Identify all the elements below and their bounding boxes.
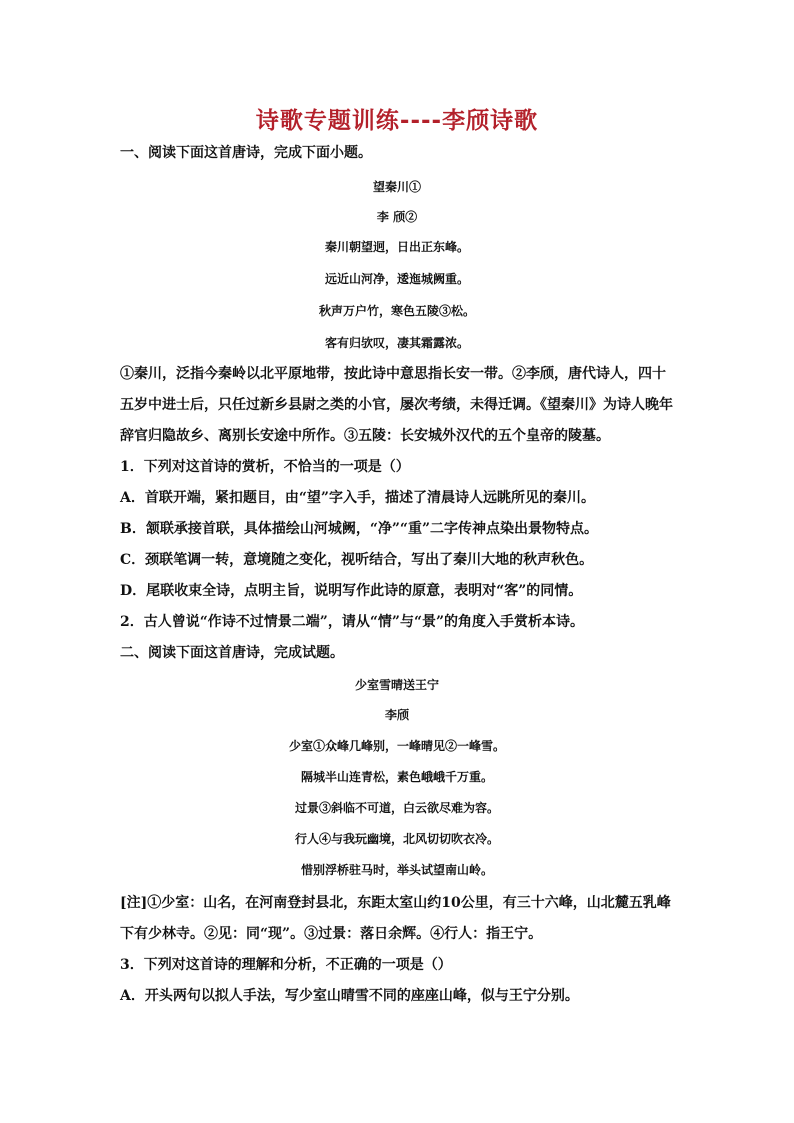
poem2-line: 过景③斜临不可道，白云欲尽难为容。 (294, 801, 499, 815)
poem2-line: 行人④与我玩幽境，北风切切吹衣冷。 (294, 832, 499, 846)
poem1-line: 客有归欤叹，凄其霜露浓。 (324, 336, 469, 350)
section2-heading: 二、阅读下面这首唐诗，完成试题。 (120, 645, 344, 661)
poem2-note: 下有少林寺。②见：同“现”。③过景：落日余辉。④行人：指王宁。 (120, 926, 543, 942)
q1-option-a: A．首联开端，紧扣题目，由“望”字入手，描述了清晨诗人远眺所见的秦川。 (120, 490, 595, 506)
q1-option-c: C．颈联笔调一转，意境随之变化，视听结合，写出了秦川大地的秋声秋色。 (120, 552, 594, 568)
poem1-note: 辞官归隐故乡、离别长安途中所作。③五陵：长安城外汉代的五个皇帝的陵墓。 (120, 428, 610, 444)
q3-option-a: A．开头两句以拟人手法，写少室山晴雪不同的座座山峰，似与王宁分别。 (120, 988, 579, 1004)
poem1-author: 李 颀② (376, 210, 418, 224)
section1-heading: 一、阅读下面这首唐诗，完成下面小题。 (120, 145, 372, 161)
poem2-line: 隔城半山连青松，素色峨峨千万重。 (300, 770, 493, 784)
poem1-line: 秋声万户竹，寒色五陵③松。 (318, 304, 475, 318)
poem1-note: 五岁中进士后，只任过新乡县尉之类的小官，屡次考绩，未得迁调。《望秦川》为诗人晚年 (120, 397, 673, 413)
q1-option-b: B．颔联承接首联，具体描绘山河城阙，“净”“重”二字传神点染出景物特点。 (120, 521, 599, 537)
poem2-line: 少室①众峰几峰别，一峰晴见②一峰雪。 (288, 739, 505, 753)
q1-option-d: D．尾联收束全诗，点明主旨，说明写作此诗的原意，表明对“客”的同情。 (120, 583, 583, 599)
question-1: 1．下列对这首诗的赏析，不恰当的一项是（） (120, 459, 410, 475)
poem2-author: 李颀 (384, 708, 409, 722)
poem1-title: 望秦川① (372, 180, 421, 194)
poem1-line: 秦川朝望迥，日出正东峰。 (324, 240, 469, 254)
poem1-note: ①秦川，泛指今秦岭以北平原地带，按此诗中意思指长安一带。②李颀，唐代诗人，四十 (120, 366, 666, 382)
question-2: 2．古人曾说“作诗不过情景二端”，请从“情”与“景”的角度入手赏析本诗。 (120, 614, 585, 630)
question-3: 3．下列对这首诗的理解和分析，不正确的一项是（） (120, 957, 452, 973)
poem2-title: 少室雪晴送王宁 (354, 678, 439, 692)
page-title: 诗歌专题训练----李颀诗歌 (255, 108, 539, 134)
poem2-note: [注]①少室：山名，在河南登封县北，东距太室山约10公里，有三十六峰，山北麓五乳峰 (120, 895, 671, 911)
poem1-line: 远近山河净，逶迤城阙重。 (324, 272, 469, 286)
poem2-line: 惜别浮桥驻马时，举头试望南山岭。 (300, 863, 493, 877)
